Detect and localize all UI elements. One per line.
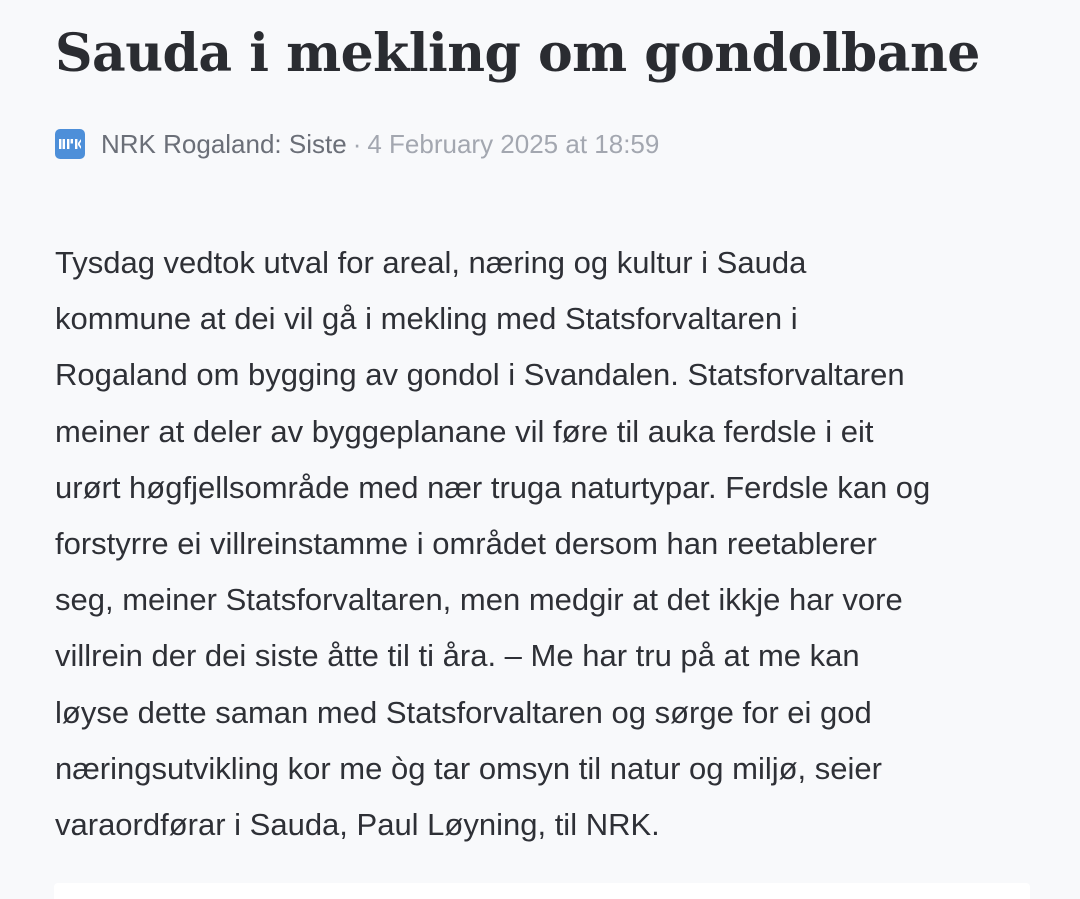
- source-name[interactable]: NRK Rogaland: Siste: [101, 128, 347, 159]
- article-meta: [55, 127, 659, 161]
- article-title: Sauda i mekling om gondolbane: [55, 23, 980, 84]
- publish-date: 4 February 2025 at 18:59: [367, 128, 660, 159]
- meta-separator: ·: [352, 128, 362, 159]
- nrk-logo-icon[interactable]: [55, 129, 85, 159]
- article-body: Tysdag vedtok utval for areal, næring og kultur i Sauda kommune at dei vil gå i mekling med Statsforvaltaren i Rogaland om bygging av gondol i Svandalen. Statsforvaltaren meiner at deler av byggeplanane vil føre til auka ferdsle i eit urørt høgfjellsområde med nær truga naturtypar. Ferdsle kan og forstyrre ei villreinstamme i området dersom han reetablerer seg, meiner Statsforvaltaren, men medgir at det ikkje har vore villrein der dei siste åtte til ti åra. – Me har tru på at me kan løyse dette saman med Statsforvaltaren og sørge for ei god næringsutvikling kor me òg tar omsyn til natur og miljø, seier varaordførar i Sauda, Paul Løyning, til NRK.: [55, 245, 931, 843]
- next-card-edge: [54, 883, 1030, 899]
